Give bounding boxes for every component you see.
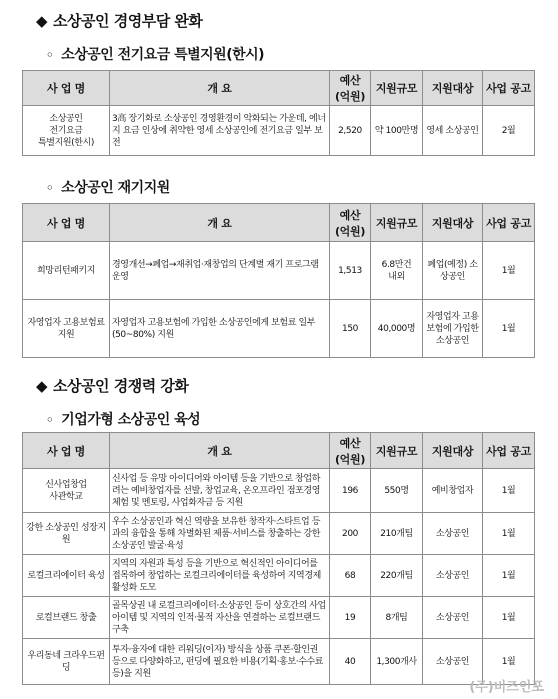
table-row (23, 597, 535, 639)
column-header-target: 지원대상 (423, 204, 483, 242)
table-row (23, 106, 535, 156)
cell-target: 폐업(예정) 소상공인 (423, 242, 483, 300)
table-row (23, 300, 535, 358)
column-header-scale: 지원규모 (371, 71, 423, 106)
cell-target: 예비창업자 (423, 469, 483, 513)
column-header-desc: 개 요 (110, 71, 330, 106)
cell-desc: 신사업 등 유망 아이디어와 아이템 등을 기반으로 창업하려는 예비창업자를 선발, 창업교육, 온오프라인 점포경영체험 및 멘토링, 사업화자금 등 지원 (110, 469, 330, 513)
column-header-desc: 개 요 (110, 204, 330, 242)
subsection-title-recovery: ◦ 소상공인 재기지원 (46, 180, 170, 196)
table-header-row (23, 204, 535, 242)
cell-period: 1월 (483, 300, 535, 358)
column-header-budget: 예산 (억원) (330, 71, 371, 106)
circle-bullet-icon: ◦ (46, 413, 54, 427)
cell-target: 소상공인 (423, 513, 483, 555)
cell-budget: 2,520 (330, 106, 371, 156)
cell-budget: 196 (330, 469, 371, 513)
cell-budget: 40 (330, 639, 371, 685)
section-title-competitiveness: ◆ 소상공인 경쟁력 강화 (36, 377, 189, 395)
cell-name: 로컬크리에이터 육성 (23, 555, 110, 597)
subsection-title-entrepreneurial: ◦ 기업가형 소상공인 육성 (46, 412, 201, 428)
cell-target: 자영업자 고용보험에 가입한 소상공인 (423, 300, 483, 358)
cell-scale: 220개팀 (371, 555, 423, 597)
cell-period: 1월 (483, 597, 535, 639)
cell-name: 소상공인 전기요금 특별지원(한시) (23, 106, 110, 156)
column-header-target: 지원대상 (423, 71, 483, 106)
cell-budget: 200 (330, 513, 371, 555)
circle-bullet-icon: ◦ (46, 48, 54, 62)
watermark: (주)비즈인포 (469, 680, 544, 695)
table-row (23, 639, 535, 685)
cell-name: 로컬브랜드 창출 (23, 597, 110, 639)
cell-desc: 지역의 자원과 특성 등을 기반으로 혁신적인 아이디어를 접목하여 창업하는 로컬크리에이터를 육성하여 지역경제 활성화 도모 (110, 555, 330, 597)
column-header-name: 사 업 명 (23, 433, 110, 469)
column-header-name: 사 업 명 (23, 71, 110, 106)
section-title-burden-relief: ◆ 소상공인 경영부담 완화 (36, 12, 203, 30)
cell-budget: 19 (330, 597, 371, 639)
cell-desc: 경영개선→폐업→재취업·재창업의 단계별 재기 프로그램 운영 (110, 242, 330, 300)
cell-desc: 3高 장기화로 소상공인 경영환경이 악화되는 가운데, 에너지 요금 인상에 취약한 영세 소상공인에 전기요금 일부 보전 (110, 106, 330, 156)
cell-desc: 골목상권 내 로컬크리에이터·소상공인 등이 상호간의 사업아이템 및 지역의 인적·물적 자산을 연결하는 로컬브랜드 구축 (110, 597, 330, 639)
column-header-period: 사업 공고 (483, 433, 535, 469)
cell-scale: 40,000명 (371, 300, 423, 358)
cell-target: 영세 소상공인 (423, 106, 483, 156)
cell-scale: 8개팀 (371, 597, 423, 639)
subsection-title-electricity: ◦ 소상공인 전기요금 특별지원(한시) (46, 47, 265, 63)
table-header-row (23, 433, 535, 469)
column-header-period: 사업 공고 (483, 204, 535, 242)
cell-name: 강한 소상공인 성장지원 (23, 513, 110, 555)
cell-period: 2월 (483, 106, 535, 156)
table-row (23, 513, 535, 555)
cell-budget: 68 (330, 555, 371, 597)
column-header-name: 사 업 명 (23, 204, 110, 242)
column-header-budget: 예산 (억원) (330, 433, 371, 469)
cell-budget: 150 (330, 300, 371, 358)
cell-name: 희망리턴패키지 (23, 242, 110, 300)
column-header-scale: 지원규모 (371, 433, 423, 469)
circle-bullet-icon: ◦ (46, 181, 54, 195)
entrepreneurial-support-table (22, 432, 535, 685)
table-row (23, 555, 535, 597)
column-header-target: 지원대상 (423, 433, 483, 469)
cell-name: 신사업창업 사관학교 (23, 469, 110, 513)
table-header-row (23, 71, 535, 106)
cell-name: 자영업자 고용보험료 지원 (23, 300, 110, 358)
cell-desc: 자영업자 고용보험에 가입한 소상공인에게 보험료 일부(50~80%) 지원 (110, 300, 330, 358)
cell-scale: 1,300개사 (371, 639, 423, 685)
cell-target: 소상공인 (423, 597, 483, 639)
electricity-support-table (22, 70, 535, 156)
table-row (23, 242, 535, 300)
cell-scale: 550명 (371, 469, 423, 513)
cell-target: 소상공인 (423, 555, 483, 597)
cell-period: 1월 (483, 242, 535, 300)
column-header-budget: 예산 (억원) (330, 204, 371, 242)
cell-period: 1월 (483, 513, 535, 555)
table-row (23, 469, 535, 513)
recovery-support-table (22, 203, 535, 358)
diamond-bullet-icon: ◆ (36, 12, 48, 30)
cell-period: 1월 (483, 639, 535, 685)
column-header-period: 사업 공고 (483, 71, 535, 106)
column-header-scale: 지원규모 (371, 204, 423, 242)
cell-scale: 6.8만건 내외 (371, 242, 423, 300)
cell-scale: 약 100만명 (371, 106, 423, 156)
cell-target: 소상공인 (423, 639, 483, 685)
cell-budget: 1,513 (330, 242, 371, 300)
cell-period: 1월 (483, 555, 535, 597)
cell-period: 1월 (483, 469, 535, 513)
cell-desc: 투자·융자에 대한 리워딩(이자) 방식을 상품 쿠폰·할인권 등으로 다양화하고, 펀딩에 필요한 비용(기획·홍보·수수료 등)을 지원 (110, 639, 330, 685)
cell-desc: 우수 소상공인과 혁신 역량을 보유한 창작자·스타트업 등과의 융합을 통해 차별화된 제품·서비스를 창출하는 강한 소상공인 발굴·육성 (110, 513, 330, 555)
column-header-desc: 개 요 (110, 433, 330, 469)
cell-scale: 210개팀 (371, 513, 423, 555)
diamond-bullet-icon: ◆ (36, 377, 48, 395)
cell-name: 우리동네 크라우드펀딩 (23, 639, 110, 685)
